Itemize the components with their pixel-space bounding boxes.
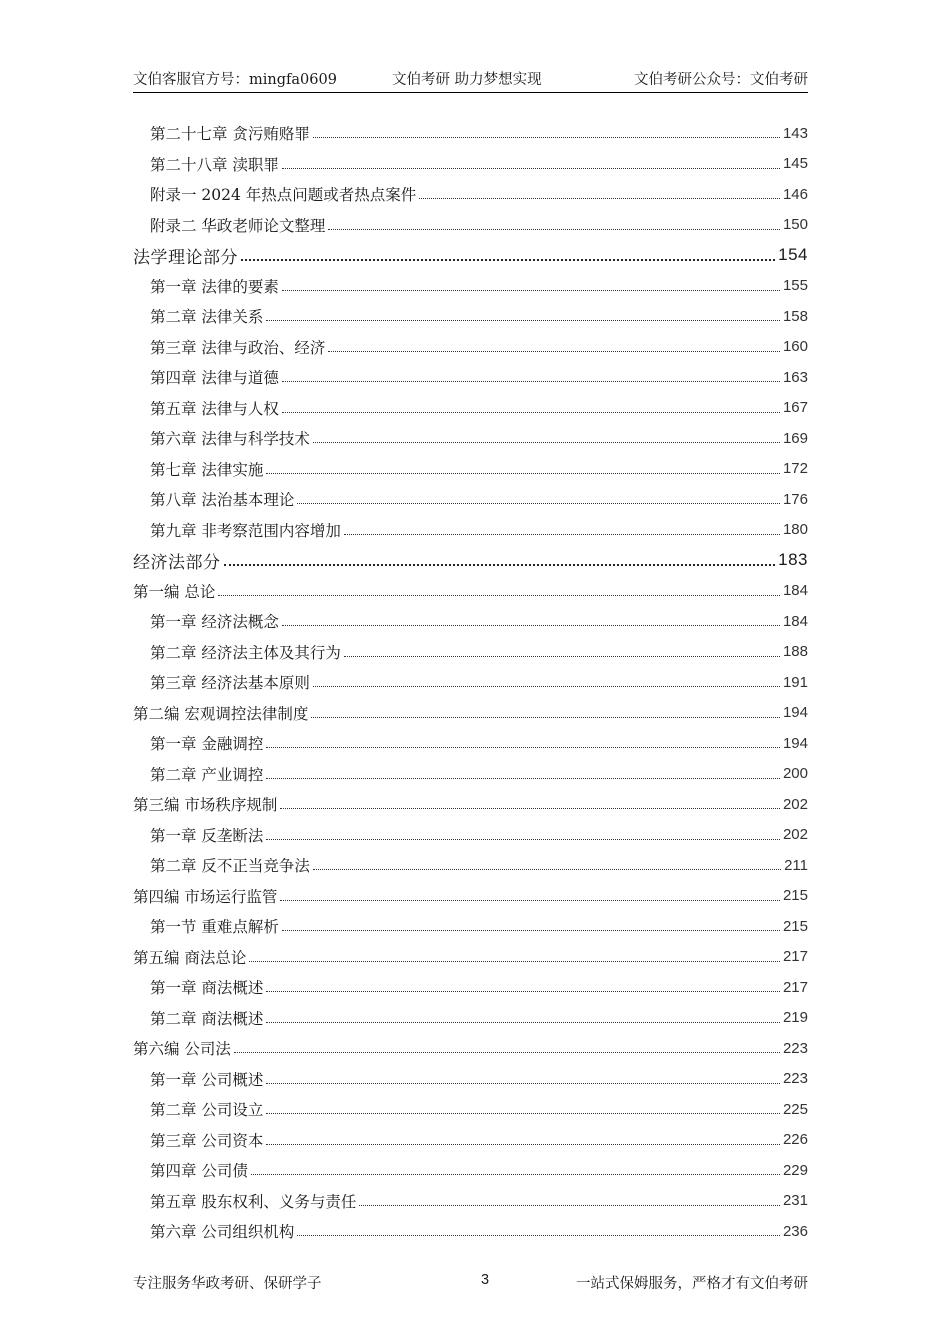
toc-dot-leader — [280, 899, 780, 901]
toc-chapter-entry[interactable] — [133, 393, 808, 424]
toc-section-entry[interactable] — [133, 576, 808, 607]
toc-section-entry[interactable] — [133, 789, 808, 820]
toc-chapter-entry[interactable] — [133, 454, 808, 485]
toc-dot-leader — [282, 929, 780, 931]
toc-chapter-entry[interactable] — [133, 362, 808, 393]
toc-entry-title: 第四章 公司债 — [150, 1162, 248, 1181]
toc-entry-title: 第三编 市场秩序规制 — [133, 796, 278, 815]
toc-chapter-entry[interactable] — [133, 149, 808, 180]
toc-section-entry[interactable] — [133, 942, 808, 973]
toc-entry-title: 第九章 非考察范围内容增加 — [150, 521, 341, 540]
toc-entry-title: 第一章 金融调控 — [150, 735, 264, 754]
toc-dot-leader — [282, 624, 780, 626]
toc-entry-title: 第二十八章 渎职罪 — [150, 155, 279, 174]
toc-dot-leader — [328, 228, 780, 230]
toc-entry-title: 第二章 公司设立 — [150, 1101, 264, 1120]
toc-chapter-entry[interactable] — [133, 1216, 808, 1247]
toc-dot-leader — [266, 1082, 780, 1084]
toc-entry-page: 194 — [782, 734, 808, 752]
toc-chapter-entry[interactable] — [133, 1155, 808, 1186]
toc-entry-title: 第二章 反不正当竞争法 — [150, 857, 310, 876]
toc-dot-leader — [313, 441, 780, 443]
toc-dot-leader — [313, 685, 780, 687]
toc-entry-title: 第二章 产业调控 — [150, 765, 264, 784]
toc-dot-leader — [266, 746, 780, 748]
toc-entry-title: 第五章 法律与人权 — [150, 399, 279, 418]
toc-part-entry[interactable] — [133, 240, 808, 271]
toc-entry-title: 第二章 经济法主体及其行为 — [150, 643, 341, 662]
page-number: 3 — [481, 1272, 490, 1288]
footer-tagline: 专注服务华政考研、保研学子 — [133, 1276, 322, 1292]
toc-entry-title: 第七章 法律实施 — [150, 460, 264, 479]
toc-chapter-entry[interactable] — [133, 1186, 808, 1217]
toc-dot-leader — [311, 716, 780, 718]
toc-entry-page: 167 — [782, 399, 808, 417]
toc-entry-page: 145 — [782, 155, 808, 173]
toc-entry-page: 223 — [782, 1039, 808, 1057]
toc-entry-title: 法学理论部分 — [133, 247, 238, 268]
toc-entry-page: 150 — [782, 216, 808, 234]
toc-dot-leader — [419, 197, 780, 199]
toc-entry-title: 第三章 法律与政治、经济 — [150, 338, 326, 357]
toc-dot-leader — [224, 563, 776, 566]
toc-entry-title: 经济法部分 — [133, 552, 221, 573]
toc-dot-leader — [266, 990, 780, 992]
toc-entry-page: 188 — [782, 643, 808, 661]
toc-entry-page: 200 — [782, 765, 808, 783]
toc-entry-title: 附录一 2024 年热点问题或者热点案件 — [150, 186, 417, 205]
toc-entry-title: 附录二 华政老师论文整理 — [150, 216, 326, 235]
toc-entry-title: 第六章 公司组织机构 — [150, 1223, 295, 1242]
toc-chapter-entry[interactable] — [133, 210, 808, 241]
toc-chapter-entry[interactable] — [133, 820, 808, 851]
toc-entry-title: 第二十七章 贪污贿赂罪 — [150, 125, 310, 144]
toc-chapter-entry[interactable] — [133, 759, 808, 790]
toc-dot-leader — [282, 289, 780, 291]
toc-section-entry[interactable] — [133, 1033, 808, 1064]
toc-entry-title: 第四编 市场运行监管 — [133, 887, 278, 906]
page-header — [133, 66, 808, 93]
header-slogan: 文伯考研 助力梦想实现 — [392, 72, 542, 88]
toc-chapter-entry[interactable] — [133, 850, 808, 881]
header-customer-service: 文伯客服官方号：mingfa0609 — [133, 72, 337, 88]
toc-chapter-entry[interactable] — [133, 118, 808, 149]
toc-dot-leader — [218, 594, 780, 596]
toc-chapter-entry[interactable] — [133, 972, 808, 1003]
toc-chapter-entry[interactable] — [133, 301, 808, 332]
table-of-contents — [133, 118, 808, 1247]
toc-chapter-entry[interactable] — [133, 1125, 808, 1156]
toc-chapter-entry[interactable] — [133, 484, 808, 515]
toc-chapter-entry[interactable] — [133, 515, 808, 546]
toc-chapter-entry[interactable] — [133, 332, 808, 363]
toc-entry-page: 225 — [782, 1100, 808, 1118]
toc-entry-page: 146 — [782, 185, 808, 203]
toc-dot-leader — [251, 1173, 780, 1175]
toc-section-entry[interactable] — [133, 881, 808, 912]
toc-chapter-entry[interactable] — [133, 606, 808, 637]
toc-entry-page: 169 — [782, 429, 808, 447]
toc-entry-page: 176 — [782, 490, 808, 508]
toc-entry-title: 第三章 公司资本 — [150, 1131, 264, 1150]
toc-entry-page: 180 — [782, 521, 808, 539]
toc-dot-leader — [266, 319, 780, 321]
toc-entry-title: 第四章 法律与道德 — [150, 369, 279, 388]
toc-entry-page: 143 — [782, 124, 808, 142]
toc-entry-title: 第一编 总论 — [133, 582, 216, 601]
toc-entry-page: 229 — [782, 1161, 808, 1179]
toc-dot-leader — [282, 380, 780, 382]
toc-dot-leader — [328, 350, 780, 352]
toc-entry-title: 第二章 商法概述 — [150, 1009, 264, 1028]
toc-dot-leader — [313, 868, 781, 870]
toc-entry-title: 第八章 法治基本理论 — [150, 491, 295, 510]
toc-entry-page: 172 — [782, 460, 808, 478]
toc-chapter-entry[interactable] — [133, 271, 808, 302]
toc-entry-title: 第六章 法律与科学技术 — [150, 430, 310, 449]
toc-dot-leader — [282, 167, 780, 169]
toc-entry-title: 第二章 法律关系 — [150, 308, 264, 327]
toc-entry-title: 第二编 宏观调控法律制度 — [133, 704, 309, 723]
toc-entry-page: 163 — [782, 368, 808, 386]
toc-entry-page: 217 — [782, 978, 808, 996]
toc-entry-title: 第五章 股东权利、义务与责任 — [150, 1192, 357, 1211]
toc-entry-page: 211 — [784, 856, 808, 874]
toc-dot-leader — [266, 838, 780, 840]
toc-dot-leader — [241, 258, 775, 261]
toc-chapter-entry[interactable] — [133, 911, 808, 942]
toc-dot-leader — [266, 1112, 780, 1114]
toc-chapter-entry[interactable] — [133, 1064, 808, 1095]
toc-dot-leader — [249, 960, 780, 962]
toc-entry-page: 223 — [782, 1070, 808, 1088]
toc-dot-leader — [266, 1021, 780, 1023]
toc-entry-page: 215 — [782, 887, 808, 905]
toc-entry-page: 217 — [782, 948, 808, 966]
toc-entry-title: 第一章 公司概述 — [150, 1070, 264, 1089]
toc-entry-page: 215 — [782, 917, 808, 935]
toc-chapter-entry[interactable] — [133, 179, 808, 210]
toc-dot-leader — [359, 1204, 780, 1206]
toc-entry-page: 184 — [782, 612, 808, 630]
toc-entry-page: 219 — [782, 1009, 808, 1027]
toc-entry-page: 202 — [782, 826, 808, 844]
toc-part-entry[interactable] — [133, 545, 808, 576]
toc-section-entry[interactable] — [133, 698, 808, 729]
toc-entry-page: 191 — [782, 673, 808, 691]
toc-dot-leader — [344, 533, 780, 535]
toc-chapter-entry[interactable] — [133, 423, 808, 454]
toc-dot-leader — [313, 136, 780, 138]
toc-dot-leader — [297, 1234, 780, 1236]
toc-chapter-entry[interactable] — [133, 1003, 808, 1034]
toc-dot-leader — [266, 777, 780, 779]
footer-service-slogan: 一站式保姆服务，严格才有文伯考研 — [576, 1276, 808, 1292]
toc-entry-title: 第一章 反垄断法 — [150, 826, 264, 845]
toc-entry-page: 226 — [782, 1131, 808, 1149]
toc-entry-page: 184 — [782, 582, 808, 600]
toc-entry-page: 154 — [778, 245, 808, 265]
header-public-account: 文伯考研公众号：文伯考研 — [634, 72, 808, 88]
toc-entry-title: 第三章 经济法基本原则 — [150, 674, 310, 693]
toc-entry-page: 202 — [782, 795, 808, 813]
toc-entry-title: 第一节 重难点解析 — [150, 918, 279, 937]
toc-entry-title: 第五编 商法总论 — [133, 948, 247, 967]
toc-entry-page: 183 — [778, 550, 808, 570]
toc-entry-title: 第一章 经济法概念 — [150, 613, 279, 632]
toc-entry-page: 231 — [782, 1192, 808, 1210]
toc-dot-leader — [344, 655, 780, 657]
toc-entry-title: 第一章 法律的要素 — [150, 277, 279, 296]
toc-dot-leader — [282, 411, 780, 413]
toc-entry-page: 236 — [782, 1222, 808, 1240]
toc-entry-page: 155 — [782, 277, 808, 295]
toc-entry-page: 194 — [782, 704, 808, 722]
toc-entry-page: 160 — [782, 338, 808, 356]
toc-chapter-entry[interactable] — [133, 1094, 808, 1125]
toc-chapter-entry[interactable] — [133, 637, 808, 668]
toc-dot-leader — [266, 1143, 780, 1145]
toc-dot-leader — [297, 502, 780, 504]
toc-entry-page: 158 — [782, 307, 808, 325]
toc-dot-leader — [234, 1051, 780, 1053]
toc-entry-title: 第六编 公司法 — [133, 1040, 231, 1059]
toc-chapter-entry[interactable] — [133, 728, 808, 759]
toc-entry-title: 第一章 商法概述 — [150, 979, 264, 998]
toc-dot-leader — [280, 807, 780, 809]
toc-dot-leader — [266, 472, 780, 474]
toc-chapter-entry[interactable] — [133, 667, 808, 698]
